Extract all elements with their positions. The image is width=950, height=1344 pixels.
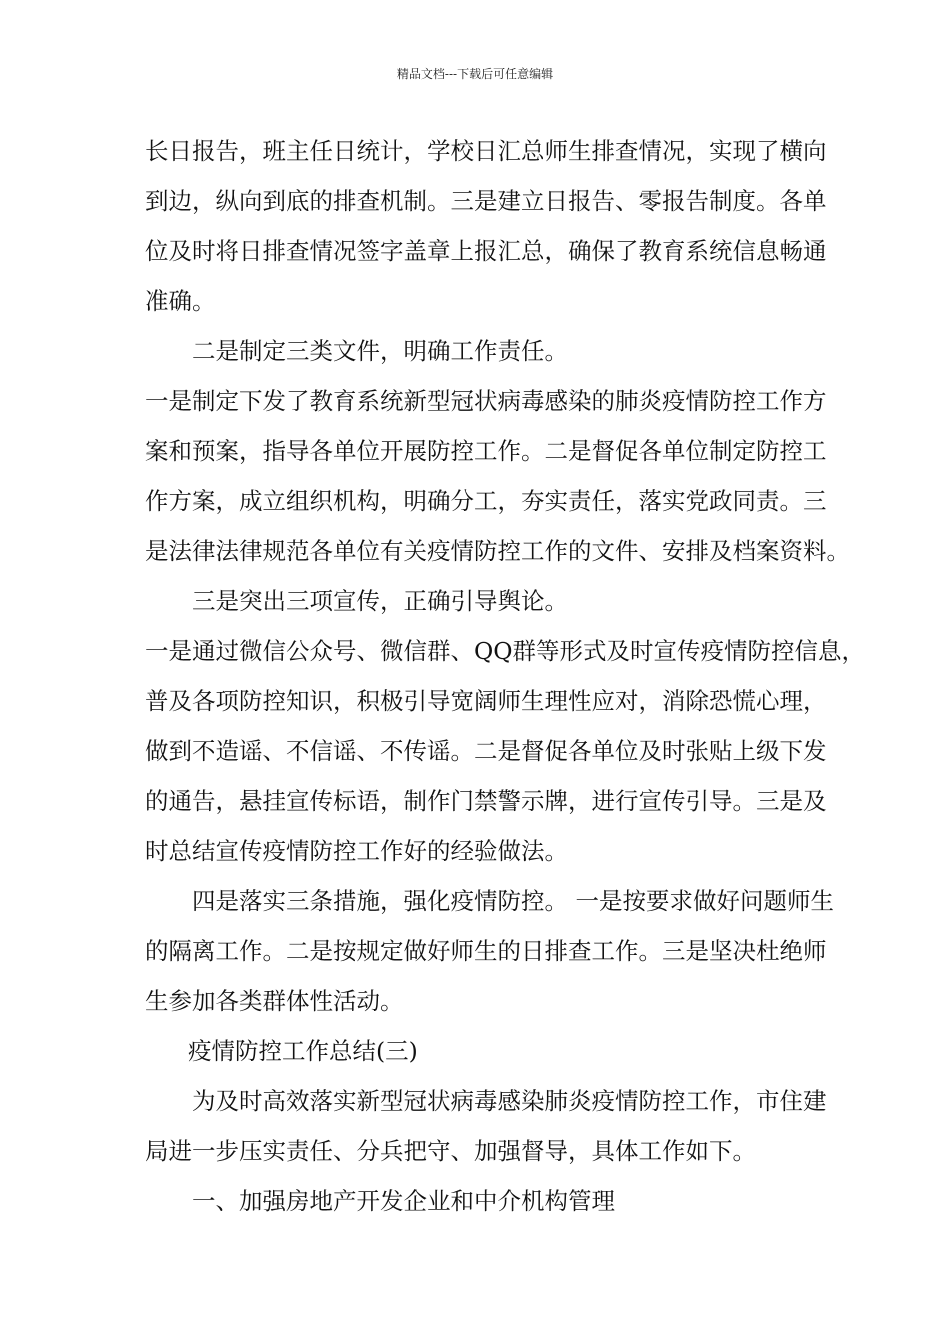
text-line: 时总结宣传疫情防控工作好的经验做法。 [145, 837, 568, 865]
text-line: 一是制定下发了教育系统新型冠状病毒感染的肺炎疫情防控工作方 [145, 387, 827, 415]
text-line: 普及各项防控知识，积极引导宽阔师生理性应对，消除恐慌心理， [145, 687, 827, 715]
text-line: 到边，纵向到底的排查机制。三是建立日报告、零报告制度。各单 [145, 187, 827, 215]
text-line: 长日报告，班主任日统计，学校日汇总师生排查情况，实现了横向 [145, 137, 827, 165]
text-line: 案和预案，指导各单位开展防控工作。二是督促各单位制定防控工 [145, 437, 827, 465]
page-header: 精品文档---下载后可任意编辑 [396, 67, 554, 81]
text-line: 是法律法律规范各单位有关疫情防控工作的文件、安排及档案资料。 [145, 537, 850, 565]
section-heading: 三是突出三项宣传，正确引导舆论。 [192, 587, 568, 615]
text-line: 局进一步压实责任、分兵把守、加强督导，具体工作如下。 [145, 1137, 756, 1165]
text-line: 为及时高效落实新型冠状病毒感染肺炎疫情防控工作，市住建 [192, 1087, 827, 1115]
text-line: 做到不造谣、不信谣、不传谣。二是督促各单位及时张贴上级下发 [145, 737, 827, 765]
document-title: 疫情防控工作总结(三) [188, 1037, 418, 1065]
section-heading: 一、加强房地产开发企业和中介机构管理 [192, 1187, 615, 1215]
text-line: 的通告，悬挂宣传标语，制作门禁警示牌，进行宣传引导。三是及 [145, 787, 827, 815]
document-body [145, 126, 866, 1226]
section-heading: 四是落实三条措施，强化疫情防控。 一是按要求做好问题师生 [192, 887, 834, 915]
text-line: 一是通过微信公众号、微信群、QQ群等形式及时宣传疫情防控信息， [145, 637, 866, 665]
section-heading: 二是制定三类文件，明确工作责任。 [192, 337, 568, 365]
text-line: 位及时将日排查情况签字盖章上报汇总，确保了教育系统信息畅通 [145, 237, 827, 265]
text-line: 生参加各类群体性活动。 [145, 987, 404, 1015]
text-line: 准确。 [145, 287, 216, 315]
text-line: 作方案，成立组织机构，明确分工，夯实责任，落实党政同责。三 [145, 487, 827, 515]
text-line: 的隔离工作。二是按规定做好师生的日排查工作。三是坚决杜绝师 [145, 937, 827, 965]
